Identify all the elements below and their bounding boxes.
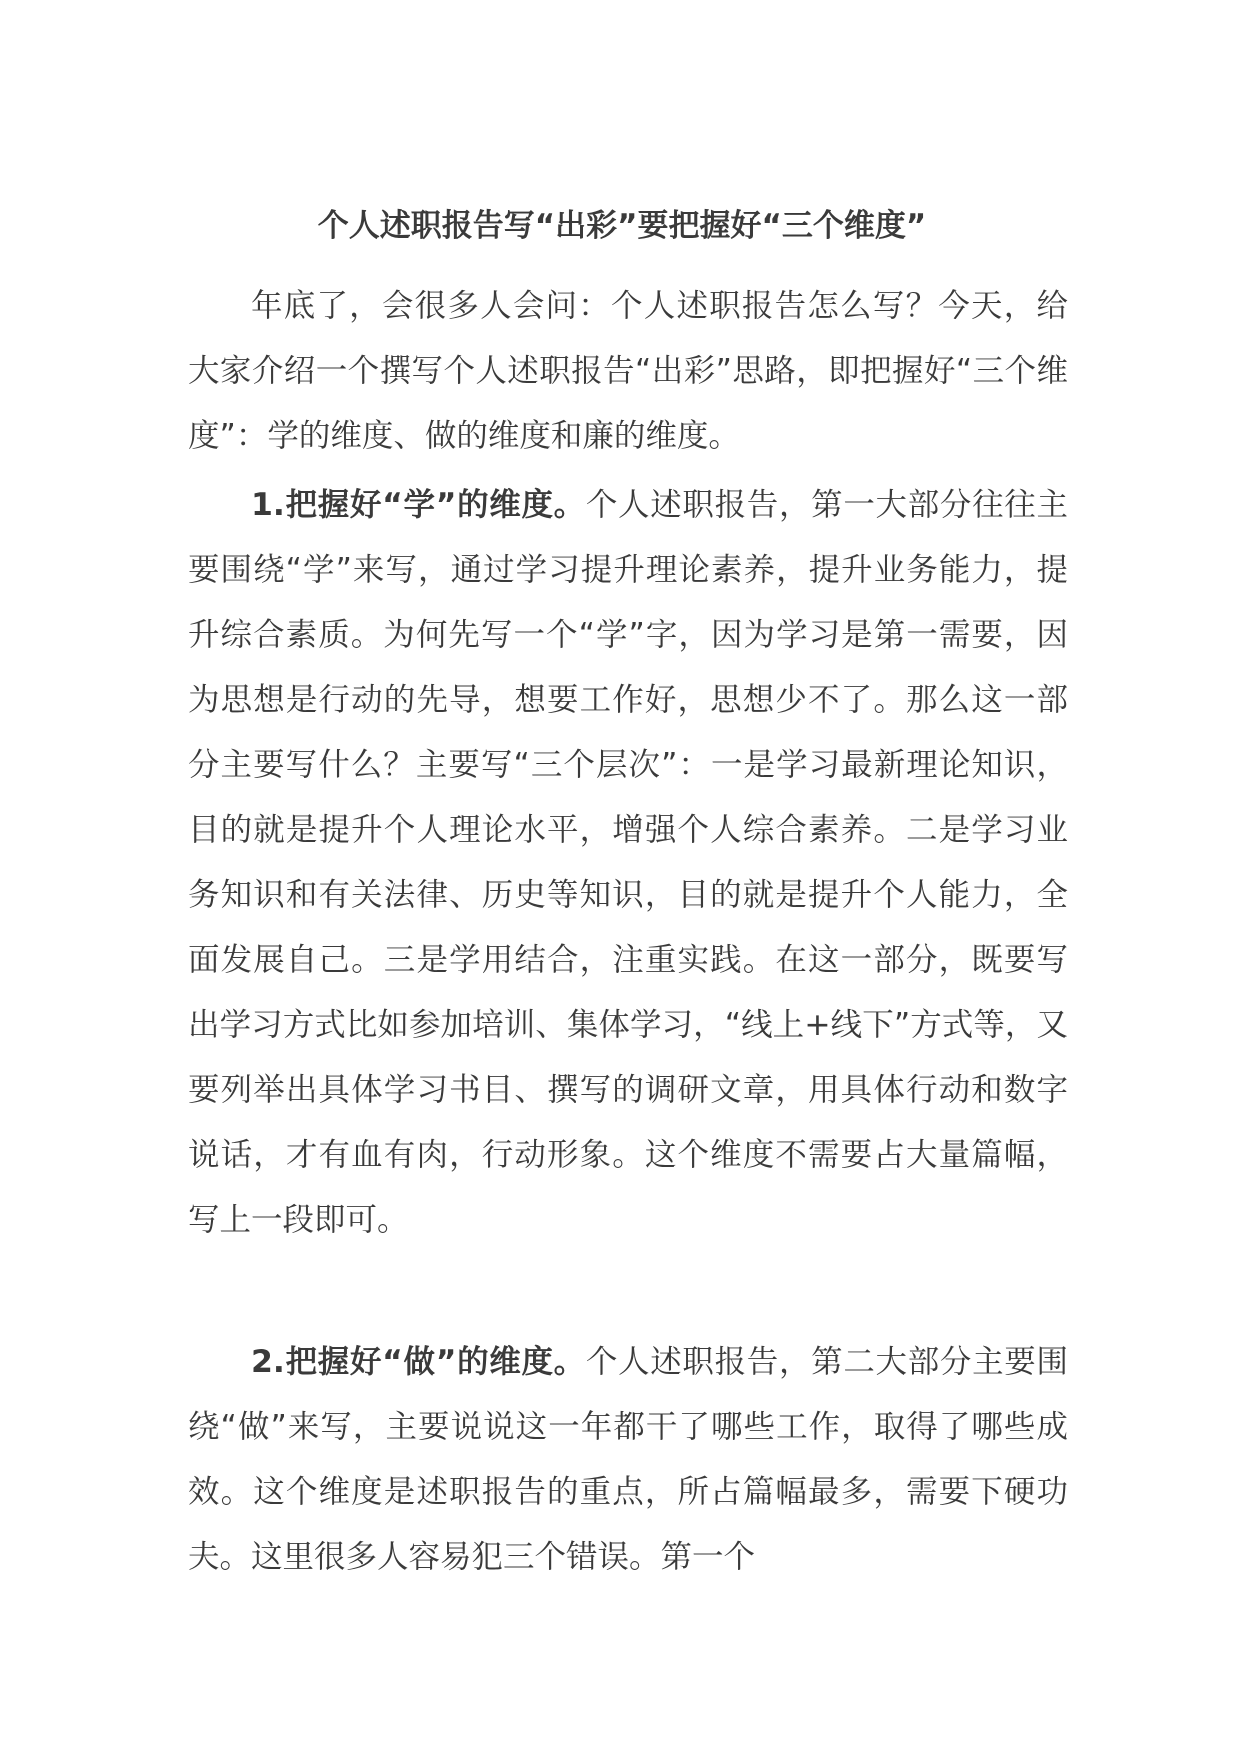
- paragraph-intro: [188, 274, 1068, 469]
- section-1-text: 个人述职报告，第一大部分往往主要围绕“学”来写，通过学习提升理论素养，提升业务能力，提升综合素质。为何先写一个“学”字，因为学习是第一需要，因为思想是行动的先导，想要工作好，思想少不了。那么这一部分主要写什么？主要写“三个层次”：一是学习最新理论知识，目的就是提升个人理论水平，增强个人综合素养。二是学习业务知识和有关法律、历史等知识，目的就是提升个人能力，全面发展自己。三是学用结合，注重实践。在这一部分，既要写出学习方式比如参加培训、集体学习，“线上+线下”方式等，又要列举出具体学习书目、撰写的调研文章，用具体行动和数字说话，才有血有肉，行动形象。这个维度不需要占大量篇幅，写上一段即可。: [188, 487, 1068, 1238]
- section-2-heading: 2.把握好“做”的维度。: [251, 1344, 586, 1380]
- section-2-text: 个人述职报告，第二大部分主要围绕“做”来写，主要说说这一年都干了哪些工作，取得了哪些成效。这个维度是述职报告的重点，所占篇幅最多，需要下硬功夫。这里很多人容易犯三个错误。第一个: [188, 1344, 1068, 1575]
- paragraph-section-2: [188, 1330, 1068, 1590]
- paragraph-intro-text: 年底了，会很多人会问：个人述职报告怎么写？今天，给大家介绍一个撰写个人述职报告“出彩”思路，即把握好“三个维度”：学的维度、做的维度和廉的维度。: [188, 288, 1068, 454]
- section-1-heading: 1.把握好“学”的维度。: [251, 487, 586, 523]
- paragraph-section-1: [188, 473, 1068, 1253]
- document-title: 个人述职报告写“出彩”要把握好“三个维度”: [317, 208, 927, 244]
